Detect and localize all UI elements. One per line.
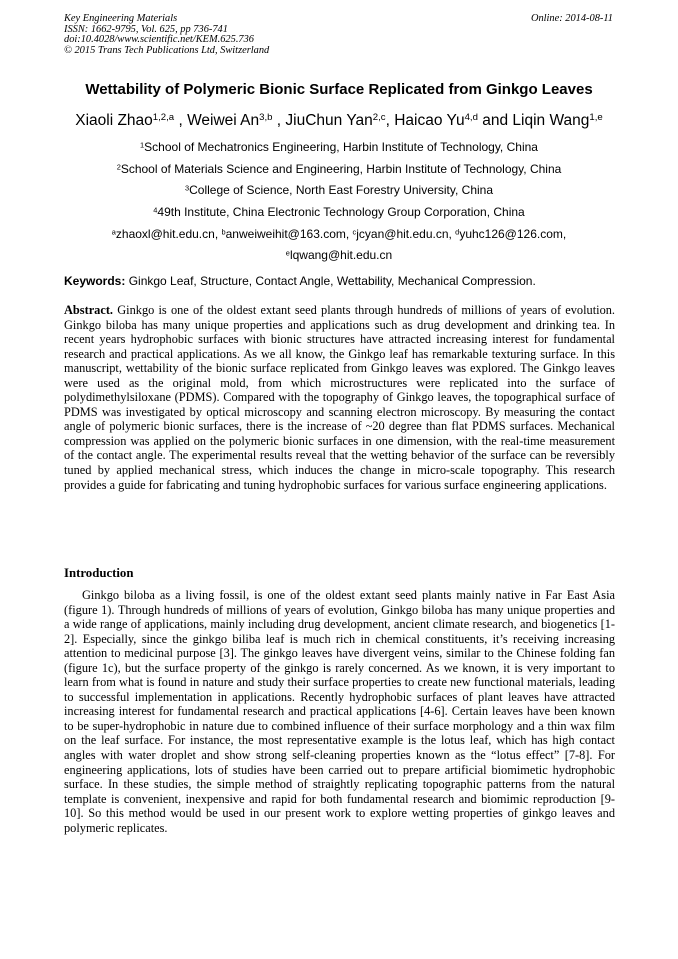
email-address: yuhc126@126.com, <box>459 227 567 241</box>
author-separator: , <box>385 112 395 129</box>
affiliation-1 <box>0 140 678 154</box>
affiliation-text: College of Science, North East Forestry University, China <box>189 183 494 197</box>
affiliation-superscript: 3 <box>184 183 190 193</box>
section-heading-introduction: Introduction <box>64 566 134 580</box>
author-name: Weiwei An <box>187 112 260 129</box>
author-name: JiuChun Yan <box>285 112 373 129</box>
introduction-paragraph: Ginkgo biloba as a living fossil, is one of the oldest extant seed plants mainly native in Far East Asia (figure 1). Through hundreds of millions of years of evolution, Ginkgo biloba has many unique properties and a wide range of applications, mainly including drug development, ancient climate research, and biogenetics [1-2]. Especially, since the ginkgo biliba leaf is much rich in chemical constituents, it’s receiving increasing attention to medicinal purpose [3]. The ginkgo leaves have divergent veins, similar to the Chinese folding fan (figure 1c), but the surface property of the ginkgo is rarely concerned. As we known, it is very important to learn from what is found in nature and study their surface properties to create new functional materials, leading to successful implementation in applications. Recently hydrophobic surfaces of plant leaves have attracted increasing interest for fundamental research and practical applications [4-6]. Certain leaves have been known to be super-hydrophobic in nature due to combined influence of their surface morphology and a thin wax film on the leaf surface. For instance, the most representative example is the lotus leaf, which has high contact angles with water droplet and show strong self-cleaning properties known as the “lotus effect” [7-8]. For engineering applications, lots of studies have been carried out to prepare artificial biomimetic hydrophobic surface. In these studies, the simple method of straightly replicating topographic patterns from the natural template is convenient, inexpensive and rapid for both fundamental research and biomimic reproduction [9-10]. So this method would be used in our present work to explore wetting properties of ginkgo leaves and polymeric replicates. <box>64 588 615 835</box>
author-separator: , <box>174 112 188 129</box>
author-name: Liqin Wang <box>512 112 590 129</box>
email-superscript: d <box>455 227 460 237</box>
affiliation-superscript: 2 <box>116 162 121 172</box>
email-address: zhaoxl@hit.edu.cn, <box>115 227 222 241</box>
email-list-last <box>0 248 678 262</box>
email-superscript: e <box>285 248 290 258</box>
author-name: Haicao Yu <box>394 112 465 129</box>
affiliation-superscript: 4 <box>153 205 158 215</box>
journal-header <box>64 14 269 56</box>
author-name: Xiaoli Zhao <box>75 112 153 129</box>
affiliation-superscript: 1 <box>140 140 145 150</box>
abstract-label: Abstract. <box>64 303 114 317</box>
journal-issn: ISSN: 1662-9795, Vol. 625, pp 736-741 <box>64 23 228 35</box>
email-superscript: b <box>221 227 226 237</box>
author-superscript: 1,2,a <box>152 112 175 124</box>
affiliation-text: School of Materials Science and Engineering, Harbin Institute of Technology, China <box>120 162 562 176</box>
author-list <box>0 112 678 130</box>
author-superscript: 1,e <box>589 112 603 124</box>
keywords <box>64 274 614 288</box>
email-superscript: a <box>111 227 116 237</box>
affiliation-text: 49th Institute, China Electronic Technology Group Corporation, China <box>157 205 525 219</box>
author-separator: , <box>272 112 286 129</box>
author-separator: and <box>477 112 513 129</box>
abstract <box>64 303 615 492</box>
author-superscript: 2,c <box>372 112 386 124</box>
abstract-text: Ginkgo is one of the oldest extant seed plants through hundreds of millions of years of evolution. Ginkgo biloba has many unique properties and applications such as drug development and drinking tea. In recent years hydrophobic surfaces with bionic structures have attracted increasing interest for fundamental research and practical applications. As we all know, the Ginkgo leaf has remarkable texturing surface. In this manuscript, wettability of the bionic surface replicated from Ginkgo leaves was explored. The Ginkgo leaves were used as the original mold, from which microstructures were replicated into the surface of polydimethylsiloxane (PDMS). Compared with the topography of Ginkgo leaves, the topographical surface of PDMS was investigated by optical microscopy and scanning electron microscopy. By measuring the contact angle of polymeric bionic surfaces, there is the increase of ~20 degree than flat PDMS surfaces. Mechanical compression was applied on the polymeric bionic surfaces in one dimension, with the real-time measurement of the contact angle. The experimental results reveal that the wetting behavior of the surface can be reversibly tuned by applied mechanical stress, which induces the change in micro-scale topography. This research provides a guide for fabricating and tuning hydrophobic surfaces for various surface engineering applications. <box>64 303 615 492</box>
email-address: jcyan@hit.edu.cn, <box>356 227 456 241</box>
journal-name: Key Engineering Materials <box>64 13 178 24</box>
affiliation-text: School of Mechatronics Engineering, Harbin Institute of Technology, China <box>144 140 538 154</box>
paper-title: Wettability of Polymeric Bionic Surface Replicated from Ginkgo Leaves <box>85 81 593 98</box>
journal-doi: doi:10.4028/www.scientific.net/KEM.625.736 <box>64 34 254 46</box>
online-date: Online: 2014-08-11 <box>530 13 613 24</box>
journal-copyright: © 2015 Trans Tech Publications Ltd, Switzerland <box>64 44 270 56</box>
keywords-text: Ginkgo Leaf, Structure, Contact Angle, Wettability, Mechanical Compression. <box>125 274 536 288</box>
affiliation-4 <box>0 205 678 219</box>
author-superscript: 3,b <box>259 112 273 124</box>
email-superscript: c <box>352 227 357 237</box>
affiliation-2 <box>0 162 678 176</box>
email-list <box>0 227 678 241</box>
email-address: anweiweihit@163.com, <box>225 227 353 241</box>
email-address: lqwang@hit.edu.cn <box>289 248 393 262</box>
author-superscript: 4,d <box>464 112 478 124</box>
keywords-label: Keywords: <box>64 274 126 288</box>
affiliation-3 <box>0 183 678 197</box>
